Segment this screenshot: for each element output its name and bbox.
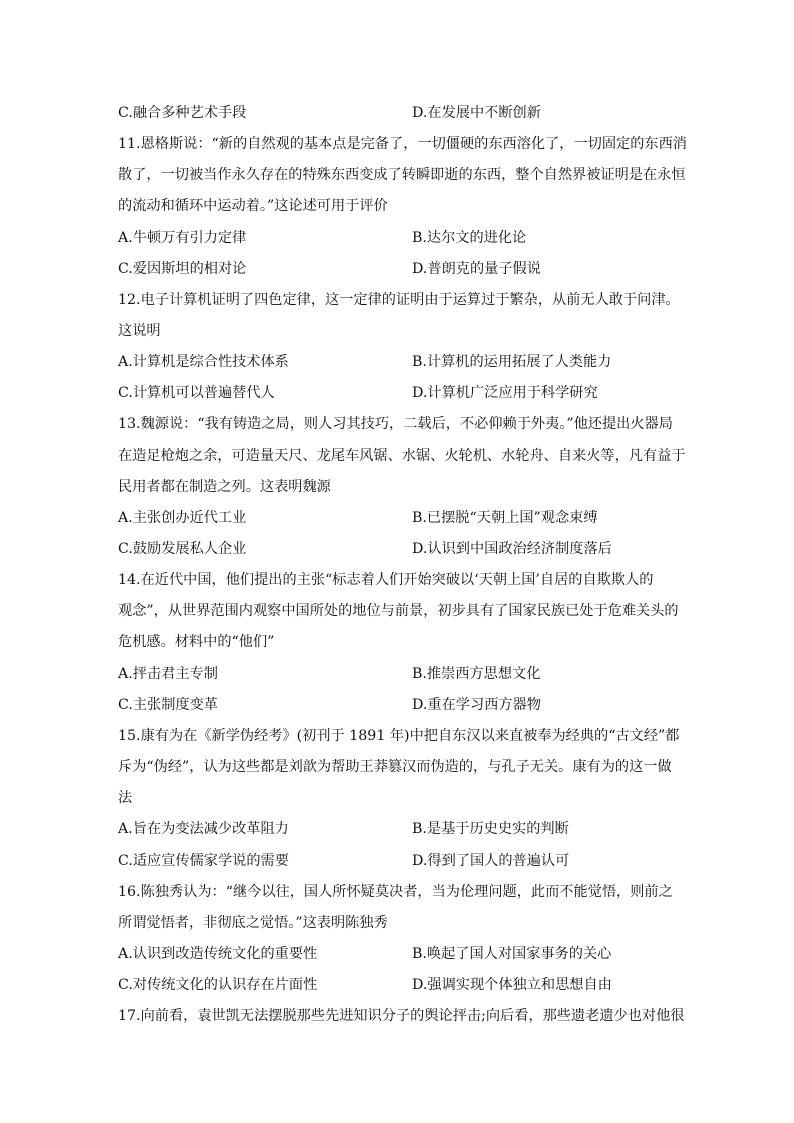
q15-stem-line-1: 15.康有为在《新学伪经考》(初刊于 1891 年)中把自东汉以来直被奉为经典的“古文经”都 (118, 728, 680, 744)
q15-option-b: B.是基于历史史实的判断 (412, 821, 569, 837)
q13-stem-line-2: 在造足枪炮之余，可造量天尺、龙尾车风锯、水锯、火轮机、水轮舟、自来火等，凡有益于 (118, 448, 686, 464)
q14-option-c: C.主张制度变革 (118, 697, 218, 713)
q13-option-c: C.鼓励发展私人企业 (118, 541, 247, 557)
q11-stem-line-2: 散了，一切被当作永久存在的特殊东西变成了转瞬即逝的东西，整个自然界被证明是在永恒 (118, 167, 686, 183)
q16-option-d: D.强调实现个体独立和思想自由 (412, 977, 612, 993)
q14-option-b: B.推崇西方思想文化 (412, 666, 541, 682)
q16-option-a: A.认识到改造传统文化的重要性 (118, 946, 318, 962)
q11-option-d: D.普朗克的量子假说 (412, 261, 541, 277)
q12-option-b: B.计算机的运用拓展了人类能力 (412, 354, 612, 370)
q17-stem-line-1: 17.向前看，袁世凯无法摆脱那些先进知识分子的舆论抨击;向后看，那些遗老遗少也对他很 (118, 1008, 685, 1024)
q13-stem-line-3: 民用者都在制造之列。这表明魏源 (118, 479, 331, 495)
q13-option-a: A.主张创办近代工业 (118, 510, 247, 526)
q15-option-c: C.适应宣传儒家学说的需要 (118, 853, 289, 869)
q11-option-b: B.达尔文的进化论 (412, 230, 527, 246)
q14-stem-line-1: 14.在近代中国，他们提出的主张“标志着人们开始突破以‘天朝上国’自居的自欺欺人的 (118, 572, 654, 588)
q15-option-a: A.旨在为变法减少改革阻力 (118, 821, 289, 837)
q15-stem-line-2: 斥为“伪经”，认为这些都是刘歆为帮助王莽篡汉而伪造的，与孔子无关。康有为的这一做 (118, 759, 672, 775)
q16-stem-line-2: 所谓觉悟者，非彻底之觉悟。”这表明陈独秀 (118, 915, 388, 931)
q14-stem-line-2: 观念”，从世界范围内观察中国所处的地位与前景，初步具有了国家民族已处于危难关头的 (118, 603, 679, 619)
q16-stem-line-1: 16.陈独秀认为：“继今以往，国人所怀疑莫决者，当为伦理问题，此而不能觉悟，则前之 (118, 884, 673, 900)
q13-option-d: D.认识到中国政治经济制度落后 (412, 541, 612, 557)
q15-stem-line-3: 法 (118, 790, 133, 806)
q11-stem-line-1: 11.恩格斯说：“新的自然观的基本点是完备了，一切僵硬的东西溶化了，一切固定的东西消 (118, 136, 687, 152)
q14-stem-line-3: 危机感。材料中的“他们” (118, 634, 275, 650)
q14-option-a: A.抨击君主专制 (118, 666, 218, 682)
q12-stem-line-2: 这说明 (118, 323, 161, 339)
q11-option-c: C.爱因斯坦的相对论 (118, 261, 247, 277)
q12-option-d: D.计算机广泛应用于科学研究 (412, 385, 598, 401)
q12-option-a: A.计算机是综合性技术体系 (118, 354, 289, 370)
q16-option-b: B.唤起了国人对国家事务的关心 (412, 946, 612, 962)
q12-option-c: C.计算机可以普遍替代人 (118, 385, 275, 401)
q12-stem-line-1: 12.电子计算机证明了四色定律，这一定律的证明由于运算过于繁杂，从前无人敢于问津。 (118, 292, 680, 308)
q15-option-d: D.得到了国人的普遍认可 (412, 853, 570, 869)
q10-option-c: C.融合多种艺术手段 (118, 105, 247, 121)
q14-option-d: D.重在学习西方器物 (412, 697, 541, 713)
q11-option-a: A.牛顿万有引力定律 (118, 230, 247, 246)
q11-stem-line-3: 的流动和循环中运动着。”这论述可用于评价 (118, 198, 388, 214)
q13-stem-line-1: 13.魏源说：“我有铸造之局，则人习其技巧，二载后，不必仰赖于外夷。”他还提出火器局 (118, 416, 673, 432)
q13-option-b: B.已摆脱“天朝上国”观念束缚 (412, 510, 598, 526)
q10-option-d: D.在发展中不断创新 (412, 105, 541, 121)
q16-option-c: C.对传统文化的认识存在片面性 (118, 977, 318, 993)
